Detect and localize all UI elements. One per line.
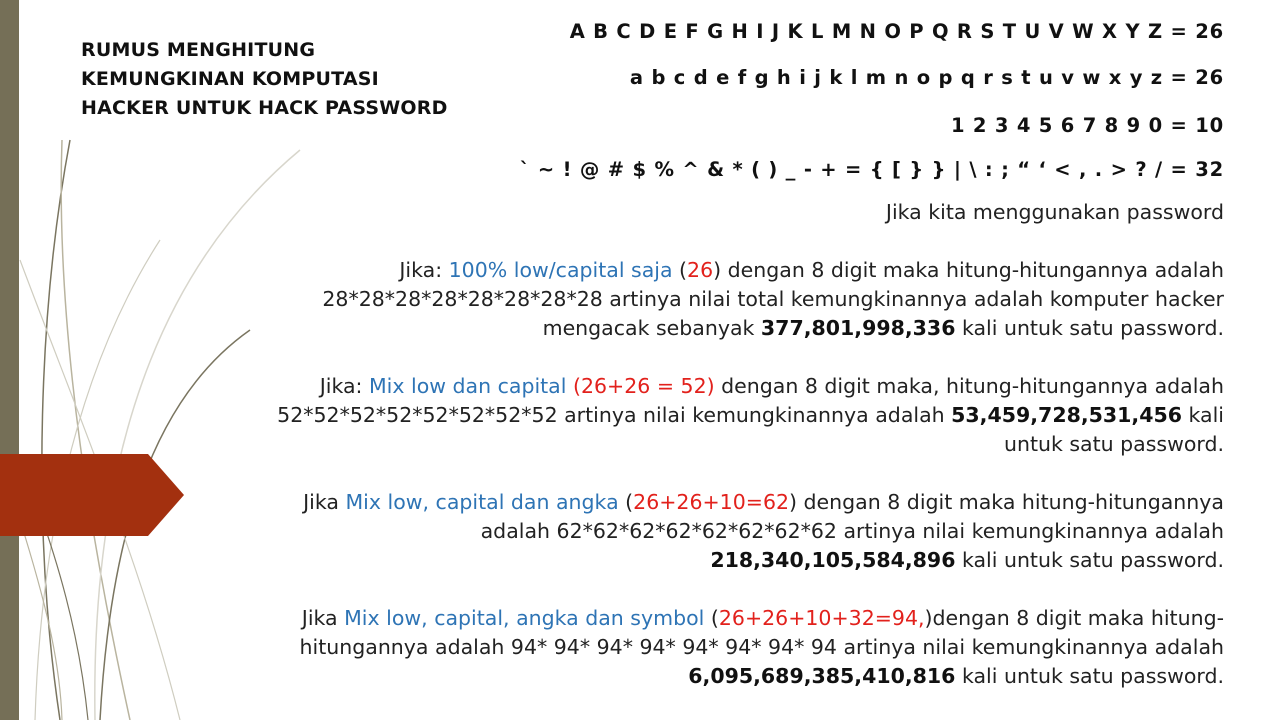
charset-digits: 1 2 3 4 5 6 7 8 9 0 = 10 — [950, 114, 1224, 137]
case-mixed-case: Jika: Mix low dan capital (26+26 = 52) dengan 8 digit maka, hitung-hitungannya adalah 52*52*52*52*52*52*52*52 artinya nilai kemungkinannya adalah 53,459,728,531,456 kali untuk satu password. — [277, 374, 1224, 456]
charset-lowercase: a b c d e f g h i j k l m n o p q r s t u v w x y z = 26 — [629, 66, 1224, 89]
case-total: 377,801,998,336 — [760, 316, 956, 340]
charset-symbols: ` ~ ! @ # $ % ^ & * ( ) _ - + = { [ } } | \ : ; “ ‘ < , . > ? / = 32 — [519, 158, 1224, 181]
charset-block — [519, 20, 1224, 190]
case-full-charset: Jika Mix low, capital, angka dan symbol (26+26+10+32=94,)dengan 8 digit maka hitung- hitungannya adalah 94* 94* 94* 94* 94* 94* 94* 94 artinya nilai kemungkinannya adalah 6,095,689,385,410,816 kali untuk satu password. — [299, 606, 1224, 688]
case-label: Mix low, capital dan angka — [345, 490, 619, 514]
case-count: 26+26+10+32=94, — [718, 606, 925, 630]
slide-title: RUMUS MENGHITUNG KEMUNGKINAN KOMPUTASI HACKER UNTUK HACK PASSWORD — [81, 39, 448, 119]
case-mixed-digits: Jika Mix low, capital dan angka (26+26+10=62) dengan 8 digit maka hitung-hitungannya adalah 62*62*62*62*62*62*62*62 artinya nilai kemungkinannya adalah 218,340,105,584,896 kali untuk satu password. — [303, 490, 1224, 572]
charset-uppercase: A B C D E F G H I J K L M N O P Q R S T U V W X Y Z = 26 — [569, 20, 1224, 43]
case-lowercase-only: Jika: 100% low/capital saja (26) dengan 8 digit maka hitung-hitungannya adalah 28*28*28*28*28*28*28*28 artinya nilai total kemungkinannya adalah komputer hacker mengacak sebanyak 377,801,998,336 kali untuk satu password. — [322, 258, 1224, 340]
case-label: 100% low/capital saja — [448, 258, 673, 282]
case-label: Mix low, capital, angka dan symbol — [344, 606, 705, 630]
intro-line: Jika kita menggunakan password — [885, 200, 1224, 224]
arrow-tag-shape — [0, 454, 184, 536]
explanation-body — [244, 198, 1224, 691]
case-label: Mix low dan capital — [368, 374, 567, 398]
case-total: 6,095,689,385,410,816 — [688, 664, 956, 688]
case-total: 218,340,105,584,896 — [710, 548, 956, 572]
case-count: 26+26+10=62 — [633, 490, 790, 514]
case-count: 26 — [687, 258, 714, 282]
case-count: (26+26 = 52) — [566, 374, 715, 398]
case-total: 53,459,728,531,456 — [951, 403, 1183, 427]
